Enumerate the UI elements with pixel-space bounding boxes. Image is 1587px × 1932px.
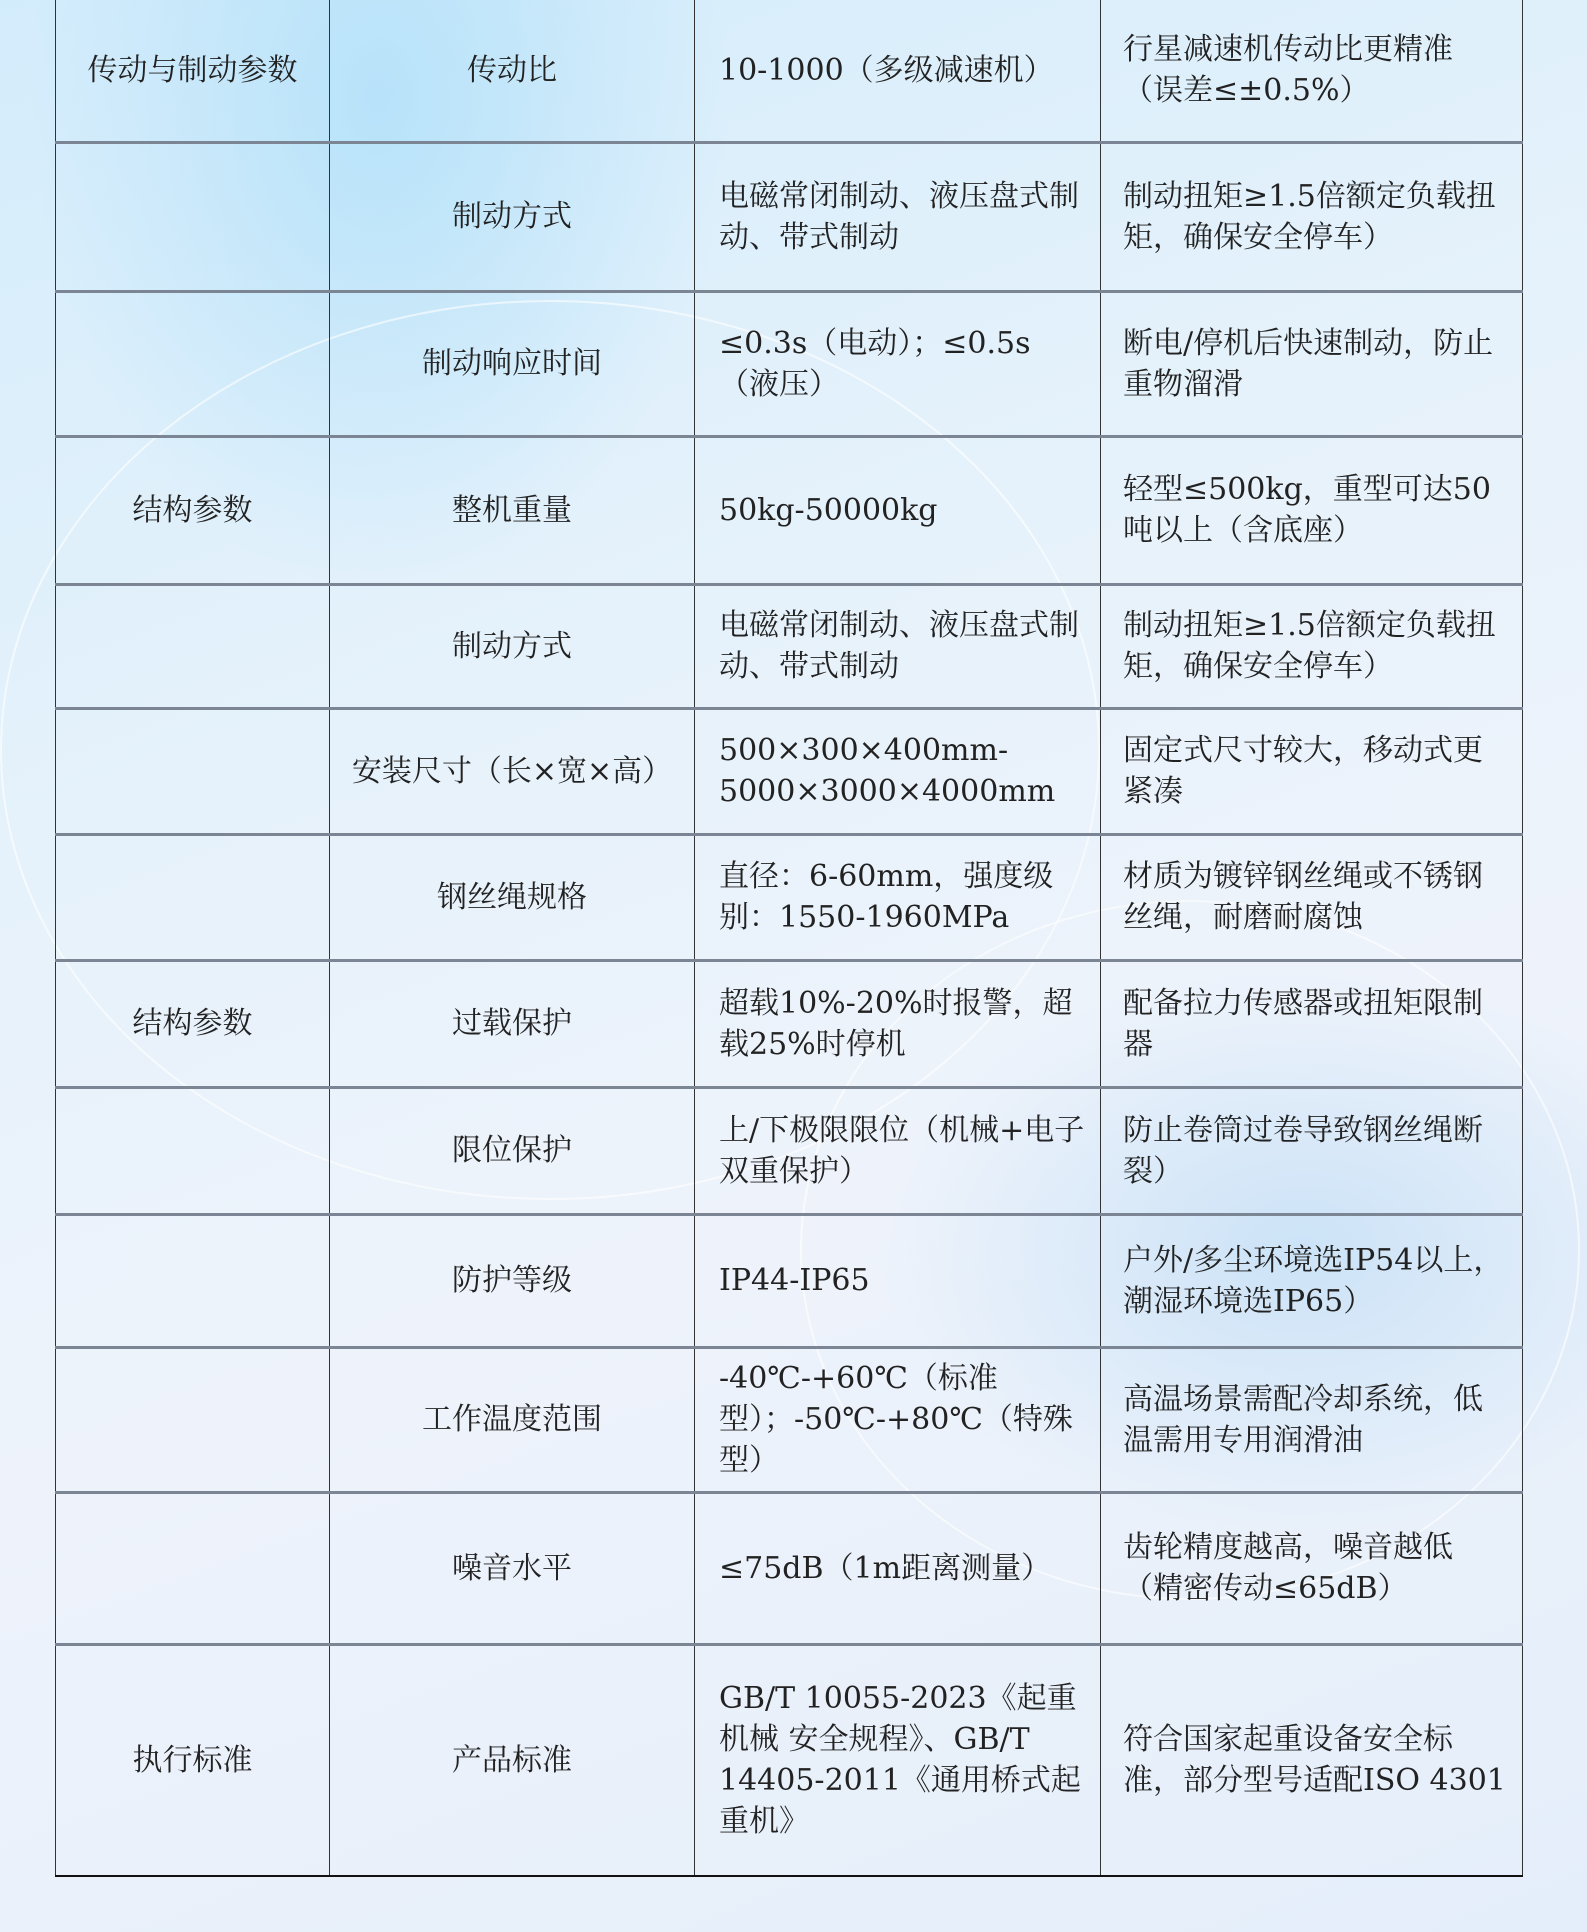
category-cell <box>56 584 330 708</box>
table-row <box>56 1087 1523 1214</box>
table-row <box>56 960 1523 1087</box>
table-row <box>56 1492 1523 1644</box>
note-cell: 高温场景需配冷却系统，低温需用专用润滑油 <box>1101 1347 1523 1492</box>
value-cell: 上/下极限限位（机械+电子双重保护） <box>695 1087 1101 1214</box>
category-cell <box>56 291 330 436</box>
value-cell: ≤0.3s（电动）；≤0.5s（液压） <box>695 291 1101 436</box>
table-row <box>56 1347 1523 1492</box>
value-cell: 电磁常闭制动、液压盘式制动、带式制动 <box>695 584 1101 708</box>
category-cell <box>56 142 330 291</box>
table-row <box>56 708 1523 834</box>
parameter-cell: 产品标准 <box>330 1644 695 1876</box>
note-cell: 齿轮精度越高，噪音越低（精密传动≤65dB） <box>1101 1492 1523 1644</box>
note-cell: 断电/停机后快速制动，防止重物溜滑 <box>1101 291 1523 436</box>
note-cell: 符合国家起重设备安全标准，部分型号适配ISO 4301 <box>1101 1644 1523 1876</box>
table-row <box>56 291 1523 436</box>
note-cell: 防止卷筒过卷导致钢丝绳断裂） <box>1101 1087 1523 1214</box>
value-cell: 直径：6-60mm，强度级别：1550-1960MPa <box>695 834 1101 960</box>
parameter-cell: 过载保护 <box>330 960 695 1087</box>
value-cell: 电磁常闭制动、液压盘式制动、带式制动 <box>695 142 1101 291</box>
parameter-cell: 工作温度范围 <box>330 1347 695 1492</box>
table-row <box>56 834 1523 960</box>
category-cell <box>56 708 330 834</box>
table-row <box>56 1214 1523 1347</box>
category-cell <box>56 1492 330 1644</box>
parameter-cell: 安装尺寸（长×宽×高） <box>330 708 695 834</box>
parameter-cell: 制动方式 <box>330 142 695 291</box>
parameter-cell: 制动方式 <box>330 584 695 708</box>
note-cell: 行星减速机传动比更精准（误差≤±0.5%） <box>1101 0 1523 142</box>
value-cell: 500×300×400mm-5000×3000×4000mm <box>695 708 1101 834</box>
value-cell: -40℃-+60℃（标准型）；-50℃-+80℃（特殊型） <box>695 1347 1101 1492</box>
parameter-cell: 制动响应时间 <box>330 291 695 436</box>
value-cell: 超载10%-20%时报警，超载25%时停机 <box>695 960 1101 1087</box>
value-cell: ≤75dB（1m距离测量） <box>695 1492 1101 1644</box>
table-row <box>56 436 1523 584</box>
category-cell: 结构参数 <box>56 436 330 584</box>
note-cell: 材质为镀锌钢丝绳或不锈钢丝绳，耐磨耐腐蚀 <box>1101 834 1523 960</box>
category-cell: 结构参数 <box>56 960 330 1087</box>
spec-table <box>55 0 1523 1877</box>
parameter-cell: 钢丝绳规格 <box>330 834 695 960</box>
table-row <box>56 1644 1523 1876</box>
parameter-cell: 限位保护 <box>330 1087 695 1214</box>
category-cell: 执行标准 <box>56 1644 330 1876</box>
note-cell: 固定式尺寸较大，移动式更紧凑 <box>1101 708 1523 834</box>
note-cell: 户外/多尘环境选IP54以上，潮湿环境选IP65） <box>1101 1214 1523 1347</box>
note-cell: 制动扭矩≥1.5倍额定负载扭矩，确保安全停车） <box>1101 142 1523 291</box>
note-cell: 制动扭矩≥1.5倍额定负载扭矩，确保安全停车） <box>1101 584 1523 708</box>
note-cell: 配备拉力传感器或扭矩限制器 <box>1101 960 1523 1087</box>
value-cell: IP44-IP65 <box>695 1214 1101 1347</box>
category-cell <box>56 1214 330 1347</box>
table-row <box>56 0 1523 142</box>
category-cell <box>56 1087 330 1214</box>
category-cell <box>56 834 330 960</box>
table-row <box>56 584 1523 708</box>
value-cell: 10-1000（多级减速机） <box>695 0 1101 142</box>
parameter-cell: 整机重量 <box>330 436 695 584</box>
parameter-cell: 防护等级 <box>330 1214 695 1347</box>
parameter-cell: 噪音水平 <box>330 1492 695 1644</box>
value-cell: 50kg-50000kg <box>695 436 1101 584</box>
category-cell: 传动与制动参数 <box>56 0 330 142</box>
value-cell: GB/T 10055-2023《起重机械 安全规程》、GB/T 14405-2011《通用桥式起重机》 <box>695 1644 1101 1876</box>
parameter-cell: 传动比 <box>330 0 695 142</box>
note-cell: 轻型≤500kg，重型可达50吨以上（含底座） <box>1101 436 1523 584</box>
table-row <box>56 142 1523 291</box>
category-cell <box>56 1347 330 1492</box>
